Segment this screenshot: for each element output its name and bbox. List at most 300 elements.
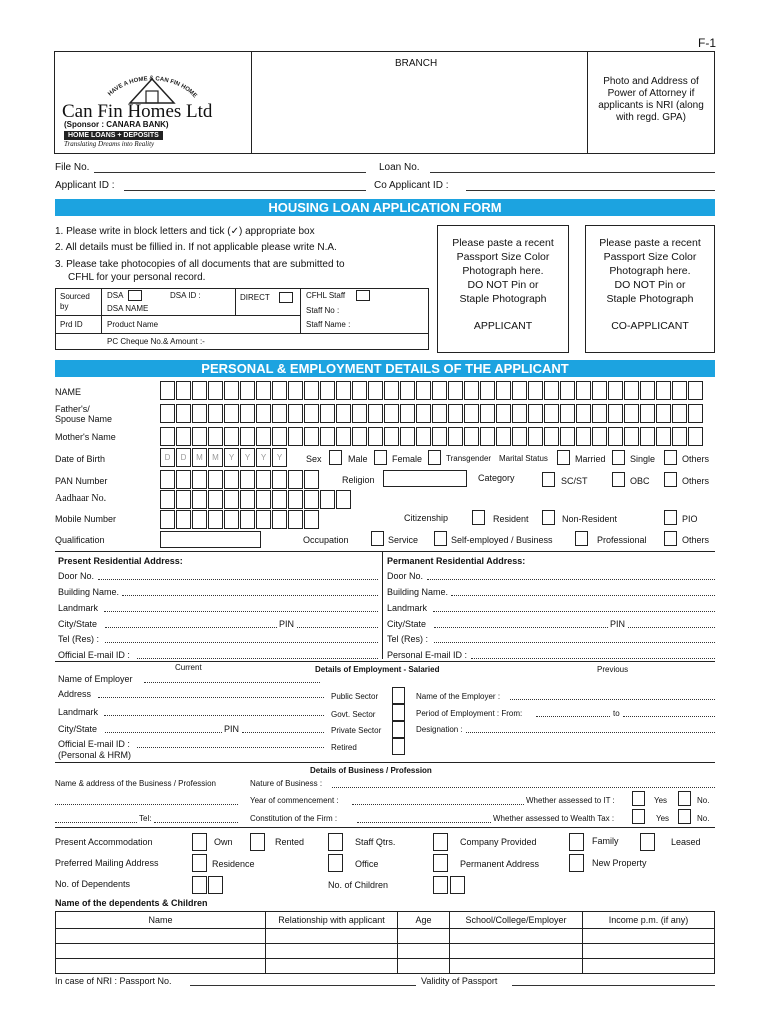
char-cell[interactable] <box>608 427 623 446</box>
char-cell[interactable] <box>160 510 175 529</box>
present-door-label: Door No. <box>58 571 95 581</box>
religion-field[interactable] <box>383 470 467 487</box>
char-cell[interactable] <box>176 427 191 446</box>
char-cell[interactable] <box>624 427 639 446</box>
char-cell[interactable]: M <box>208 448 223 467</box>
father-label-1: Father's/ <box>55 404 90 414</box>
char-cell[interactable] <box>256 404 271 423</box>
char-cell[interactable] <box>224 381 239 400</box>
char-cell[interactable] <box>240 381 255 400</box>
single-checkbox[interactable] <box>664 450 677 465</box>
table-cell[interactable] <box>56 944 266 959</box>
prev-period-from-field[interactable] <box>536 716 610 717</box>
business-tel-field[interactable] <box>154 822 238 823</box>
current-label: Current <box>175 663 202 672</box>
char-cell[interactable] <box>256 490 271 509</box>
wt-yes-label: Yes <box>656 814 670 823</box>
male-label: Male <box>348 454 368 464</box>
perm-door-field[interactable] <box>427 579 715 580</box>
char-cell[interactable] <box>160 404 175 423</box>
wt-yes-checkbox[interactable] <box>678 809 691 824</box>
char-cell[interactable] <box>416 427 431 446</box>
char-cell[interactable] <box>160 490 175 509</box>
char-cell[interactable]: M <box>192 448 207 467</box>
family-checkbox[interactable] <box>569 833 584 851</box>
char-cell[interactable] <box>272 381 287 400</box>
pio-checkbox[interactable] <box>664 510 677 525</box>
sector-retired-label: Retired <box>331 743 357 752</box>
employer-landmark-field[interactable] <box>104 715 324 716</box>
char-cell[interactable] <box>352 381 367 400</box>
char-cell[interactable] <box>608 381 623 400</box>
char-cell[interactable] <box>512 427 527 446</box>
aadhaar-grid[interactable] <box>160 490 352 509</box>
it-blank-checkbox[interactable] <box>632 791 645 806</box>
char-cell[interactable] <box>672 427 687 446</box>
char-cell[interactable] <box>320 490 335 509</box>
branch-label: BRANCH <box>395 58 438 69</box>
perm-building-field[interactable] <box>451 595 715 596</box>
prev-period-to-field[interactable] <box>623 716 715 717</box>
employer-city-label: City/State <box>58 724 98 734</box>
present-pin-field[interactable] <box>297 627 378 628</box>
female-checkbox[interactable] <box>428 450 441 465</box>
co-applicant-id-label: Co Applicant ID : <box>374 180 449 191</box>
scst-checkbox[interactable] <box>542 472 555 487</box>
char-cell[interactable] <box>464 404 479 423</box>
char-cell[interactable] <box>544 427 559 446</box>
char-cell[interactable] <box>592 427 607 446</box>
char-cell[interactable] <box>336 404 351 423</box>
char-cell[interactable] <box>336 427 351 446</box>
char-cell[interactable] <box>320 427 335 446</box>
assessed-wt-label: Whether assessed to Wealth Tax : <box>493 814 615 823</box>
present-landmark-field[interactable] <box>104 611 378 612</box>
prev-to-label: to <box>613 709 620 718</box>
applicant-photo-box[interactable] <box>437 225 569 353</box>
category-others-checkbox[interactable] <box>664 472 677 487</box>
char-cell[interactable] <box>224 510 239 529</box>
char-cell[interactable] <box>400 427 415 446</box>
char-cell[interactable] <box>640 427 655 446</box>
nri-validity-field[interactable] <box>512 985 715 986</box>
occupation-blank-checkbox[interactable] <box>371 531 384 546</box>
char-cell[interactable] <box>304 490 319 509</box>
table-cell[interactable] <box>56 959 266 974</box>
char-cell[interactable] <box>688 404 703 423</box>
char-cell[interactable] <box>288 510 303 529</box>
char-cell[interactable] <box>208 404 223 423</box>
sex-blank-checkbox[interactable] <box>329 450 342 465</box>
employer-name-field[interactable] <box>144 682 320 683</box>
table-cell[interactable] <box>398 959 450 974</box>
instruction-1: 1. Please write in block letters and tick (✓) appropriate box <box>55 226 315 237</box>
char-cell[interactable] <box>480 427 495 446</box>
char-cell[interactable] <box>448 404 463 423</box>
employer-name-label: Name of Employer <box>58 674 133 684</box>
char-cell[interactable] <box>176 490 191 509</box>
perm-tel-field[interactable] <box>434 642 715 643</box>
prev-employer-field[interactable] <box>510 699 715 700</box>
self-employed-label: Self-employed / Business <box>451 535 553 545</box>
char-cell[interactable] <box>528 381 543 400</box>
dob-grid[interactable] <box>160 448 288 467</box>
male-checkbox[interactable] <box>374 450 387 465</box>
co-applicant-photo-role: CO-APPLICANT <box>611 320 689 332</box>
char-cell[interactable] <box>496 427 511 446</box>
product-name-label: Product Name <box>107 320 159 329</box>
staff-qtrs-checkbox[interactable] <box>328 833 343 851</box>
married-label: Married <box>575 454 606 464</box>
char-cell[interactable] <box>592 404 607 423</box>
char-cell[interactable] <box>192 404 207 423</box>
perm-landmark-field[interactable] <box>433 611 715 612</box>
table-cell[interactable] <box>266 944 398 959</box>
char-cell[interactable] <box>272 427 287 446</box>
char-cell[interactable] <box>544 404 559 423</box>
char-cell[interactable] <box>512 404 527 423</box>
children-digit-1[interactable] <box>433 876 448 894</box>
non-resident-checkbox[interactable] <box>542 510 555 525</box>
char-cell[interactable] <box>672 381 687 400</box>
mobile-grid[interactable] <box>160 510 320 529</box>
char-cell[interactable] <box>688 381 703 400</box>
char-cell[interactable] <box>272 490 287 509</box>
char-cell[interactable] <box>256 427 271 446</box>
table-cell[interactable] <box>56 929 266 944</box>
file-no-field[interactable] <box>94 172 366 173</box>
company-provided-checkbox[interactable] <box>433 833 448 851</box>
char-cell[interactable] <box>640 381 655 400</box>
leased-checkbox[interactable] <box>640 833 655 851</box>
perm-city-label: City/State <box>387 619 427 629</box>
char-cell[interactable] <box>320 381 335 400</box>
company-logo <box>60 57 246 149</box>
obc-checkbox[interactable] <box>612 472 625 487</box>
self-employed-checkbox[interactable] <box>575 531 588 546</box>
employer-email-field[interactable] <box>137 747 324 748</box>
present-building-field[interactable] <box>122 595 378 596</box>
applicant-id-label: Applicant ID : <box>55 180 115 191</box>
char-cell[interactable] <box>528 404 543 423</box>
direct-checkbox[interactable] <box>279 292 293 303</box>
resident-checkbox[interactable] <box>472 510 485 525</box>
prev-employer-label: Name of the Employer : <box>416 692 501 701</box>
present-city-field[interactable] <box>105 627 277 628</box>
char-cell[interactable] <box>448 427 463 446</box>
char-cell[interactable] <box>416 381 431 400</box>
prev-designation-field[interactable] <box>466 732 715 733</box>
dependents-digit-1[interactable] <box>192 876 207 894</box>
loan-no-field[interactable] <box>430 172 715 173</box>
char-cell[interactable] <box>560 381 575 400</box>
char-cell[interactable] <box>304 427 319 446</box>
char-cell[interactable] <box>608 404 623 423</box>
char-cell[interactable] <box>432 427 447 446</box>
char-cell[interactable] <box>304 404 319 423</box>
dependents-header-row <box>56 912 715 929</box>
table-cell[interactable] <box>583 959 715 974</box>
personal-email-field[interactable] <box>471 658 715 659</box>
char-cell[interactable] <box>592 381 607 400</box>
char-cell[interactable] <box>624 381 639 400</box>
staff-name-label: Staff Name : <box>306 320 351 329</box>
char-cell[interactable] <box>176 510 191 529</box>
char-cell[interactable] <box>240 490 255 509</box>
char-cell[interactable] <box>192 381 207 400</box>
char-cell[interactable] <box>432 381 447 400</box>
char-cell[interactable] <box>656 381 671 400</box>
char-cell[interactable] <box>288 470 303 489</box>
residence-checkbox[interactable] <box>192 854 207 872</box>
employer-city-field[interactable] <box>105 732 222 733</box>
char-cell[interactable] <box>256 470 271 489</box>
char-cell[interactable] <box>656 427 671 446</box>
char-cell[interactable] <box>480 381 495 400</box>
wt-no-label: No. <box>697 814 710 823</box>
sourced-by-label: Sourced by <box>60 292 90 311</box>
service-checkbox[interactable] <box>434 531 447 546</box>
char-cell[interactable] <box>224 404 239 423</box>
dob-label: Date of Birth <box>55 454 106 464</box>
char-cell[interactable] <box>240 404 255 423</box>
char-cell[interactable] <box>384 381 399 400</box>
non-resident-label: Non-Resident <box>562 514 618 524</box>
char-cell[interactable] <box>224 490 239 509</box>
char-cell[interactable] <box>416 404 431 423</box>
business-address-field-2[interactable] <box>55 822 137 823</box>
char-cell[interactable] <box>480 404 495 423</box>
table-cell[interactable] <box>398 929 450 944</box>
it-yes-checkbox[interactable] <box>678 791 691 806</box>
mobile-label: Mobile Number <box>55 514 117 524</box>
table-cell[interactable] <box>450 944 583 959</box>
char-cell[interactable] <box>208 381 223 400</box>
staff-no-label: Staff No : <box>306 306 340 315</box>
sector-govt-checkbox[interactable] <box>392 704 405 721</box>
char-cell[interactable] <box>576 404 591 423</box>
char-cell[interactable] <box>160 470 175 489</box>
char-cell[interactable] <box>400 381 415 400</box>
dsa-checkbox[interactable] <box>128 290 142 301</box>
table-row <box>56 959 715 974</box>
qualification-label: Qualification <box>55 535 105 545</box>
char-cell[interactable] <box>272 510 287 529</box>
logo-arc-text: HAVE A HOME & CAN FIN HOME <box>107 76 198 100</box>
table-cell[interactable] <box>583 929 715 944</box>
wt-blank-checkbox[interactable] <box>632 809 645 824</box>
perm-city-field[interactable] <box>434 627 608 628</box>
col-school: School/College/Employer <box>450 912 583 929</box>
char-cell[interactable] <box>624 404 639 423</box>
pc-cheque-label: PC Cheque No.& Amount :- <box>107 337 205 346</box>
present-door-field[interactable] <box>98 579 378 580</box>
char-cell[interactable] <box>176 381 191 400</box>
char-cell[interactable] <box>304 470 319 489</box>
char-cell[interactable] <box>176 404 191 423</box>
char-cell[interactable]: Y <box>224 448 239 467</box>
perm-tel-label: Tel (Res) : <box>387 634 429 644</box>
char-cell[interactable] <box>272 470 287 489</box>
business-address-field-1[interactable] <box>55 804 238 805</box>
own-checkbox[interactable] <box>192 833 207 851</box>
sector-retired-checkbox[interactable] <box>392 738 405 755</box>
nri-passport-field[interactable] <box>190 985 416 986</box>
perm-building-label: Building Name. <box>387 587 449 597</box>
own-label: Own <box>214 837 233 847</box>
present-pin-label: PIN <box>279 619 295 629</box>
new-property-checkbox[interactable] <box>569 854 584 872</box>
char-cell[interactable] <box>288 427 303 446</box>
year-label: Year of commencement : <box>250 796 339 805</box>
char-cell[interactable] <box>432 404 447 423</box>
char-cell[interactable] <box>528 427 543 446</box>
char-cell[interactable] <box>192 510 207 529</box>
table-cell[interactable] <box>450 959 583 974</box>
table-cell[interactable] <box>398 944 450 959</box>
table-cell[interactable] <box>583 944 715 959</box>
table-cell[interactable] <box>450 929 583 944</box>
char-cell[interactable]: Y <box>272 448 287 467</box>
official-email-field[interactable] <box>137 658 378 659</box>
char-cell[interactable] <box>304 510 319 529</box>
obc-label: OBC <box>630 476 650 486</box>
char-cell[interactable] <box>192 470 207 489</box>
char-cell[interactable] <box>208 470 223 489</box>
char-cell[interactable] <box>224 470 239 489</box>
char-cell[interactable] <box>304 381 319 400</box>
char-cell[interactable] <box>208 427 223 446</box>
char-cell[interactable] <box>224 427 239 446</box>
char-cell[interactable] <box>368 404 383 423</box>
constitution-field[interactable] <box>357 822 491 823</box>
professional-checkbox[interactable] <box>664 531 677 546</box>
char-cell[interactable] <box>240 510 255 529</box>
char-cell[interactable] <box>672 404 687 423</box>
father-label-2: Spouse Name <box>55 414 113 424</box>
char-cell[interactable] <box>640 404 655 423</box>
transgender-checkbox[interactable] <box>557 450 570 465</box>
char-cell[interactable]: Y <box>240 448 255 467</box>
char-cell[interactable] <box>576 381 591 400</box>
dependents-table-title: Name of the dependents & Children <box>55 898 208 908</box>
company-name: Can Fin Homes Ltd <box>62 101 213 122</box>
char-cell[interactable] <box>352 427 367 446</box>
char-cell[interactable] <box>464 381 479 400</box>
char-cell[interactable] <box>160 427 175 446</box>
table-cell[interactable] <box>266 959 398 974</box>
char-cell[interactable] <box>400 404 415 423</box>
dependents-digit-2[interactable] <box>208 876 223 894</box>
cfhl-staff-checkbox[interactable] <box>356 290 370 301</box>
char-cell[interactable] <box>576 427 591 446</box>
char-cell[interactable] <box>384 427 399 446</box>
char-cell[interactable] <box>496 381 511 400</box>
applicant-id-field[interactable] <box>124 190 366 191</box>
char-cell[interactable] <box>656 404 671 423</box>
char-cell[interactable] <box>560 404 575 423</box>
form-code: F-1 <box>698 36 716 50</box>
prev-period-label: Period of Employment : From: <box>416 709 523 718</box>
char-cell[interactable] <box>256 381 271 400</box>
nature-field[interactable] <box>332 787 715 788</box>
char-cell[interactable] <box>288 404 303 423</box>
char-cell[interactable] <box>336 490 351 509</box>
char-cell[interactable] <box>176 470 191 489</box>
pan-grid[interactable] <box>160 470 320 489</box>
dependents-table <box>55 911 715 974</box>
char-cell[interactable] <box>464 427 479 446</box>
present-tel-field[interactable] <box>105 642 378 643</box>
char-cell[interactable] <box>496 404 511 423</box>
char-cell[interactable] <box>352 404 367 423</box>
char-cell[interactable]: Y <box>256 448 271 467</box>
employer-address-field[interactable] <box>98 697 324 698</box>
char-cell[interactable] <box>256 510 271 529</box>
char-cell[interactable] <box>192 490 207 509</box>
sector-public-checkbox[interactable] <box>392 687 405 704</box>
char-cell[interactable] <box>288 490 303 509</box>
married-checkbox[interactable] <box>612 450 625 465</box>
pio-label: PIO <box>682 514 698 524</box>
char-cell[interactable] <box>208 510 223 529</box>
present-building-label: Building Name. <box>58 587 120 597</box>
col-income: Income p.m. (if any) <box>583 912 715 929</box>
aadhaar-label: Aadhaar No. <box>55 493 107 504</box>
char-cell[interactable] <box>368 427 383 446</box>
char-cell[interactable] <box>688 427 703 446</box>
mother-name-grid[interactable] <box>160 427 704 446</box>
co-applicant-id-field[interactable] <box>466 190 715 191</box>
char-cell[interactable] <box>448 381 463 400</box>
office-checkbox[interactable] <box>328 854 343 872</box>
char-cell[interactable] <box>240 470 255 489</box>
char-cell[interactable] <box>336 381 351 400</box>
char-cell[interactable] <box>272 404 287 423</box>
father-name-grid[interactable] <box>160 404 704 423</box>
perm-pin-field[interactable] <box>628 627 715 628</box>
co-applicant-photo-box[interactable] <box>585 225 715 353</box>
qualification-field[interactable] <box>160 531 261 548</box>
sex-label: Sex <box>306 454 322 464</box>
permanent-address-checkbox[interactable] <box>433 854 448 872</box>
children-digit-2[interactable] <box>450 876 465 894</box>
char-cell[interactable] <box>368 381 383 400</box>
char-cell[interactable] <box>288 381 303 400</box>
employer-pin-field[interactable] <box>242 732 324 733</box>
char-cell[interactable] <box>544 381 559 400</box>
mailing-address-label: Preferred Mailing Address <box>55 858 159 868</box>
char-cell[interactable] <box>192 427 207 446</box>
char-cell[interactable] <box>320 404 335 423</box>
char-cell[interactable] <box>512 381 527 400</box>
char-cell[interactable]: D <box>160 448 175 467</box>
marital-others-label: Others <box>682 454 710 464</box>
perm-landmark-label: Landmark <box>387 603 428 613</box>
sector-private-checkbox[interactable] <box>392 721 405 738</box>
char-cell[interactable] <box>384 404 399 423</box>
name-grid[interactable] <box>160 381 704 400</box>
instruction-4: CFHL for your personal record. <box>68 272 206 283</box>
char-cell[interactable] <box>208 490 223 509</box>
table-cell[interactable] <box>266 929 398 944</box>
rented-checkbox[interactable] <box>250 833 265 851</box>
char-cell[interactable] <box>240 427 255 446</box>
char-cell[interactable]: D <box>176 448 191 467</box>
char-cell[interactable] <box>160 381 175 400</box>
year-field[interactable] <box>352 804 524 805</box>
char-cell[interactable] <box>560 427 575 446</box>
